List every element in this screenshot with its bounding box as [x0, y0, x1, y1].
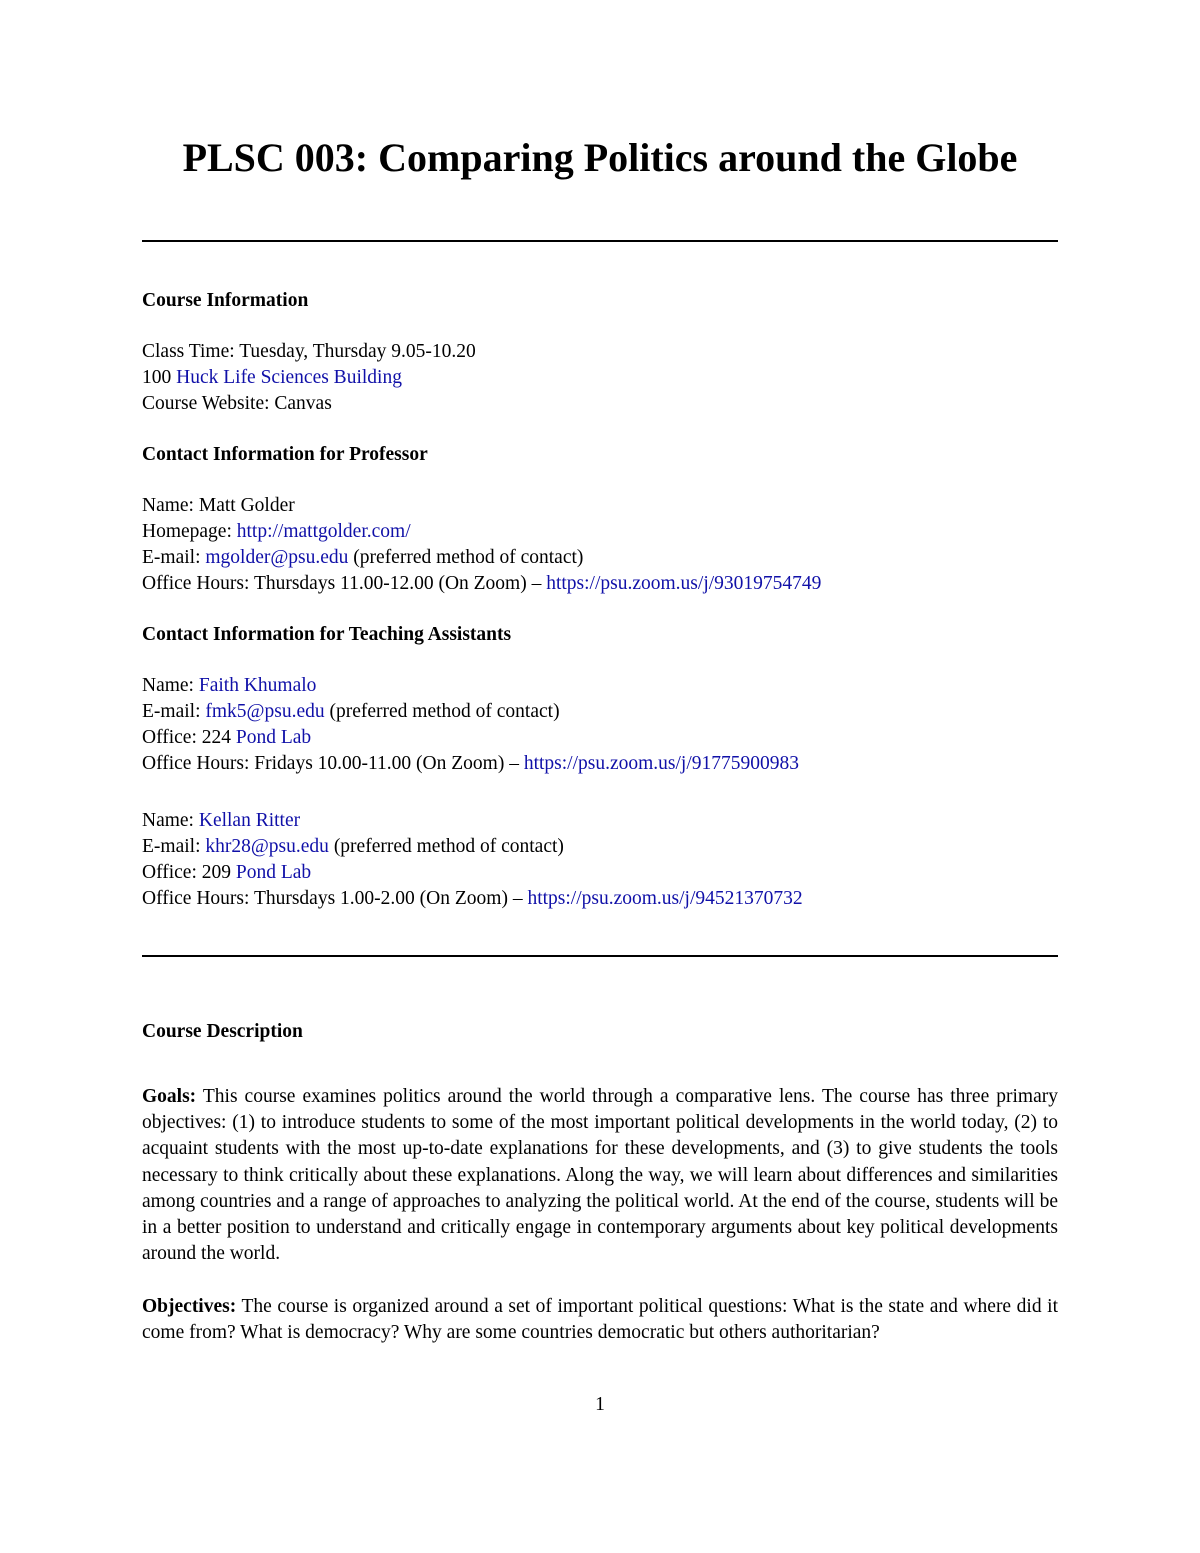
professor-email-link[interactable]: mgolder@psu.edu: [205, 547, 349, 568]
ta-name-label: Name:: [142, 810, 194, 831]
homepage-link[interactable]: http://mattgolder.com/: [236, 521, 411, 542]
ta-1-name-link[interactable]: Faith Khumalo: [198, 675, 317, 696]
class-time-label: Class Time:: [142, 341, 235, 362]
professor-zoom-link[interactable]: https://psu.zoom.us/j/93019754749: [546, 573, 822, 594]
ta-email-note: (preferred method of contact): [333, 836, 564, 857]
professor-name-line: [142, 493, 295, 519]
objectives-text: The course is organized around a set of important political questions: What is the state and where did it come from? What is democracy? Why are some countries democratic but others authoritarian?: [142, 1296, 1058, 1344]
class-time-value: Tuesday, Thursday 9.05-10.20: [239, 341, 476, 362]
professor-email-note: (preferred method of contact): [353, 547, 584, 568]
building-link[interactable]: Huck Life Sciences Building: [176, 367, 402, 388]
ta-2-office-number: 209: [201, 862, 231, 883]
professor-name-label: Name:: [142, 495, 194, 516]
website-label: Course Website:: [142, 393, 270, 414]
professor-heading: Contact Information for Professor: [142, 444, 428, 465]
divider-middle: [142, 955, 1058, 957]
professor-hours-line: [142, 571, 821, 597]
course-info-heading: Course Information: [142, 290, 309, 311]
description-heading: Course Description: [142, 1021, 303, 1042]
class-time-line: [142, 339, 476, 365]
ta-1-email-line: [142, 699, 560, 725]
website-line: [142, 391, 332, 417]
ta-office-label: Office:: [142, 862, 197, 883]
ta-2-hours-value: Thursdays 1.00-2.00 (On Zoom) –: [253, 888, 523, 909]
objectives-paragraph: [142, 1294, 1058, 1346]
divider-top: [142, 240, 1058, 242]
ta-2-name-line: [142, 808, 300, 834]
ta-1-zoom-link[interactable]: https://psu.zoom.us/j/91775900983: [523, 753, 800, 774]
goals-paragraph: [142, 1084, 1058, 1267]
ta-name-label: Name:: [142, 675, 194, 696]
professor-name: Matt Golder: [198, 495, 295, 516]
ta-2-office-link[interactable]: Pond Lab: [235, 862, 312, 883]
ta-hours-label: Office Hours:: [142, 888, 250, 909]
page-title: PLSC 003: Comparing Politics around the Globe: [182, 135, 1018, 180]
goals-text: This course examines politics around the world through a comparative lens. The course has three primary objectives: (1) to introduce students to some of the most important political developments in the world today, (2) to acquaint students with the most up-to-date explanations for these developments, and (3) to give students the tools necessary to think critically about these explanations. Along the way, we will learn about differences and similarities among countries and a range of approaches to analyzing the political world. At the end of the course, students will be in a better position to understand and critically engage in contemporary arguments about key political developments around the world.: [142, 1086, 1058, 1265]
ta-1-hours-line: [142, 751, 799, 777]
ta-1-email-link[interactable]: fmk5@psu.edu: [205, 701, 325, 722]
ta-2-email-link[interactable]: khr28@psu.edu: [205, 836, 329, 857]
ta-2-zoom-link[interactable]: https://psu.zoom.us/j/94521370732: [527, 888, 803, 909]
ta-2-name-link[interactable]: Kellan Ritter: [198, 810, 301, 831]
ta-office-label: Office:: [142, 727, 197, 748]
professor-hours-label: Office Hours:: [142, 573, 250, 594]
ta-1-hours-value: Fridays 10.00-11.00 (On Zoom) –: [254, 753, 519, 774]
ta-2-email-line: [142, 834, 564, 860]
ta-1-office-link[interactable]: Pond Lab: [235, 727, 312, 748]
ta-email-note: (preferred method of contact): [329, 701, 560, 722]
homepage-label: Homepage:: [142, 521, 232, 542]
goals-label: Goals:: [142, 1086, 197, 1107]
objectives-label: Objectives:: [142, 1296, 237, 1317]
ta-1-office-line: [142, 725, 311, 751]
room-number: 100: [142, 367, 172, 388]
professor-email-line: [142, 545, 583, 571]
room-line: [142, 365, 402, 391]
ta-heading: Contact Information for Teaching Assistants: [142, 624, 512, 645]
ta-email-label: E-mail:: [142, 836, 201, 857]
professor-hours-value: Thursdays 11.00-12.00 (On Zoom) –: [253, 573, 542, 594]
ta-1-name-line: [142, 673, 316, 699]
ta-email-label: E-mail:: [142, 701, 201, 722]
ta-hours-label: Office Hours:: [142, 753, 250, 774]
ta-2-office-line: [142, 860, 311, 886]
professor-email-label: E-mail:: [142, 547, 201, 568]
page-number: 1: [595, 1394, 605, 1415]
website-value: Canvas: [274, 393, 332, 414]
professor-homepage-line: [142, 519, 411, 545]
ta-2-hours-line: [142, 886, 803, 912]
ta-1-office-number: 224: [201, 727, 231, 748]
